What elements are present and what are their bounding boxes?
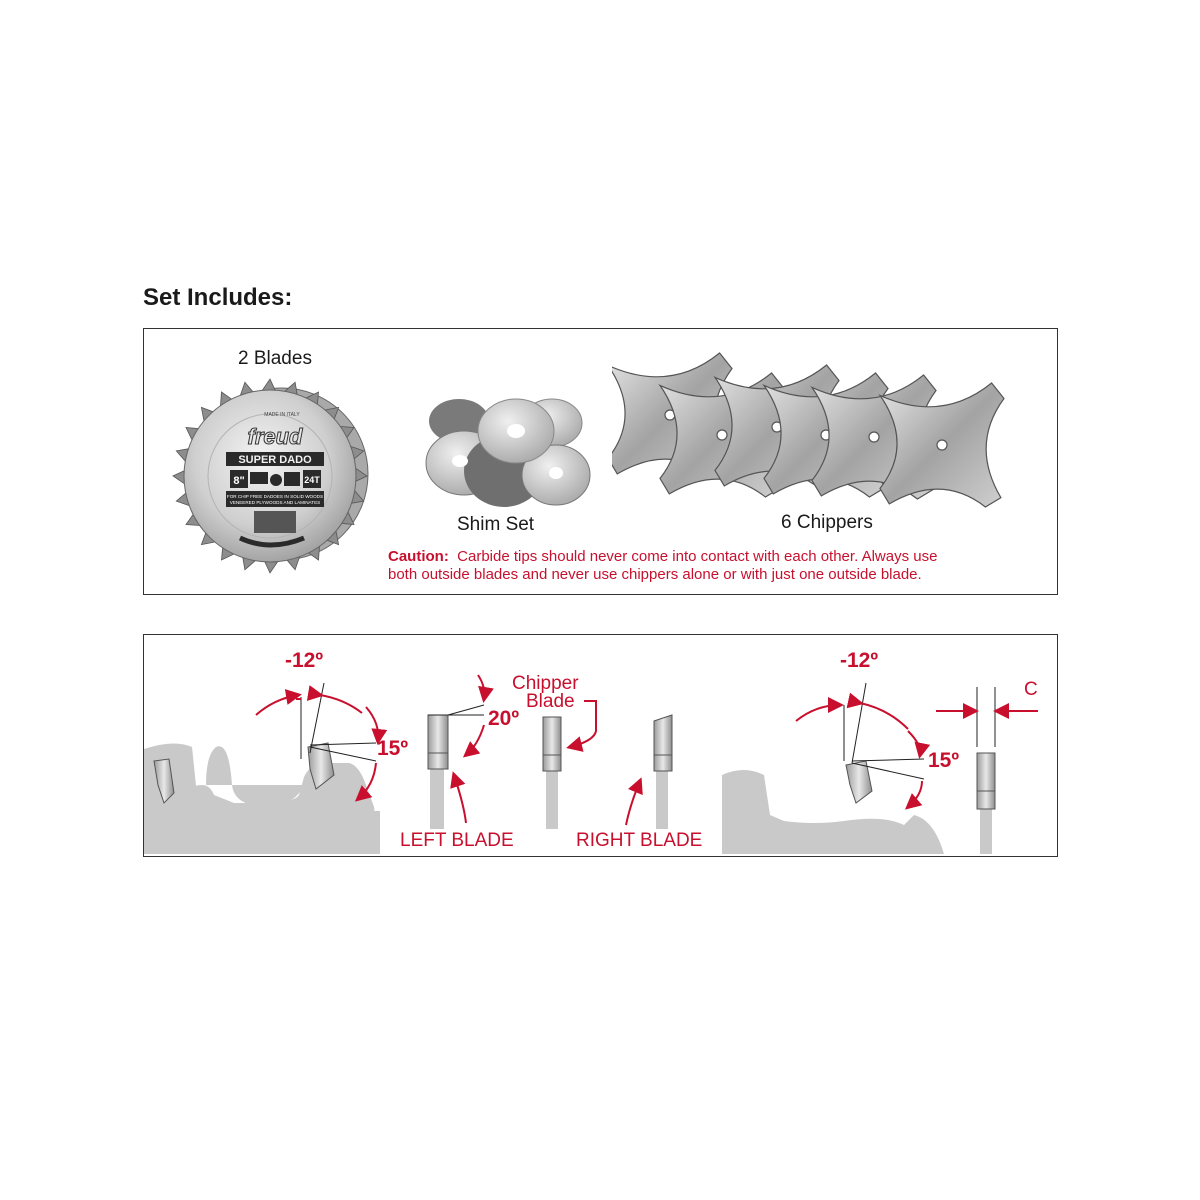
chippers-image — [612, 345, 1012, 520]
chipper-arbor-hole — [869, 432, 879, 442]
caution-line2: both outside blades and never use chippers alone or with just one outside blade. — [388, 566, 922, 583]
caution-text — [388, 548, 937, 584]
left-clearance-angle: 15º — [377, 737, 409, 760]
saw-tooth — [173, 471, 184, 484]
right-clearance-angle: 15º — [928, 749, 960, 772]
blades-label: 2 Blades — [238, 348, 312, 369]
shim-set-image — [424, 393, 592, 513]
blade-text-line1: FOR CHIP FREE DADOES IN SOLID WOODS — [226, 494, 324, 499]
blade-made-in: MADE IN ITALY — [264, 412, 300, 418]
chipper-arbor-hole — [717, 430, 727, 440]
left-hook-angle: -12º — [285, 649, 324, 672]
blade-product-name: SUPER DADO — [238, 454, 312, 466]
saw-blade-image — [170, 376, 370, 576]
section-title: Set Includes: — [143, 284, 293, 311]
chipper-label-line1: Chipper — [512, 673, 579, 694]
right-hook-angle: -12º — [840, 649, 879, 672]
tooth-geometry-diagram — [144, 635, 1055, 854]
chipper-arbor-hole — [937, 440, 947, 450]
blade-size: 8" — [233, 475, 245, 487]
c-measurement-label: C — [1024, 679, 1038, 700]
caution-line1: Carbide tips should never come into contact with each other. Always use — [457, 548, 938, 565]
top-bevel-angle: 20º — [488, 707, 520, 730]
blade-brand-logo: freud — [247, 424, 303, 449]
caution-heading: Caution: — [388, 548, 449, 565]
blade-teeth-count: 24T — [304, 475, 320, 485]
chipper-label-line2: Blade — [526, 691, 575, 712]
blade-text-line2: VENEERED PLYWOODS AND LAMINATES — [229, 500, 321, 505]
saw-tooth — [262, 379, 275, 390]
shim-set-label: Shim Set — [457, 514, 535, 535]
chippers-label: 6 Chippers — [781, 512, 873, 533]
left-blade-label: LEFT BLADE — [400, 830, 514, 851]
saw-tooth — [265, 562, 278, 573]
right-blade-label: RIGHT BLADE — [576, 830, 703, 851]
